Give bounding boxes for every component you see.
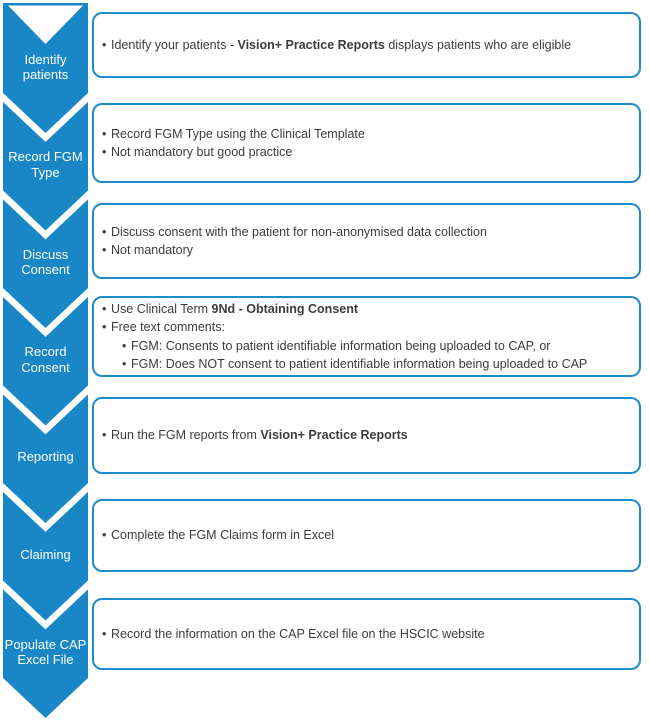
bullet-item: [102, 300, 623, 318]
bullet-item: [122, 337, 623, 355]
bullet-item: [102, 223, 623, 241]
bullet-item: [102, 125, 623, 143]
bullet-text: [111, 526, 623, 544]
bullet-dot: •: [102, 126, 107, 141]
bullet-item: [122, 355, 623, 373]
chevron-label-line: Type: [31, 164, 60, 180]
bullet-text: [131, 355, 623, 373]
bullet-dot: •: [122, 338, 127, 353]
bullet-text: [131, 337, 623, 355]
bullet-item: [102, 526, 623, 544]
bullet-dot: •: [102, 428, 107, 443]
chevron-label-line: Reporting: [17, 449, 74, 465]
chevron-label-line: Claiming: [20, 546, 71, 562]
bullet-dot: •: [102, 145, 107, 159]
bullet-text-segment: Record FGM Type using the Clinical Template: [111, 126, 365, 141]
chevron-label-line: Excel File: [17, 652, 74, 667]
bullet-text-segment: Free text comments:: [111, 320, 225, 335]
bullet-text-segment: FGM: Consents to patient identifiable information being uploaded to CAP, or: [131, 338, 551, 353]
step-box-4: [92, 296, 641, 377]
chevron-label-line: Identify: [24, 51, 67, 67]
bullet-dot: •: [102, 528, 107, 543]
bullet-text: [111, 300, 623, 318]
bullet-text: [111, 125, 623, 143]
step-box-5: [92, 397, 641, 474]
bullet-dot: •: [102, 224, 107, 239]
chevron-label-line: patients: [22, 67, 69, 82]
bullet-item: [102, 241, 623, 259]
bullet-item: [102, 36, 623, 54]
step-box-3: [92, 203, 641, 279]
bullet-text-segment: Use Clinical Term: [111, 302, 212, 317]
bullet-dot: •: [102, 37, 107, 52]
bullet-text: [111, 223, 623, 241]
bullet-text-segment: FGM: Does NOT consent to patient identifiable information being uploaded to CAP: [131, 356, 588, 371]
bullet-dot: •: [102, 320, 107, 335]
bullet-text: [111, 426, 623, 444]
step-box-7: [92, 598, 641, 670]
step-box-1: [92, 12, 641, 78]
bullet-dot: •: [122, 356, 127, 371]
bullet-dot: •: [102, 302, 107, 317]
chevron-label-line: Discuss: [22, 246, 69, 262]
bullet-dot: •: [102, 626, 107, 641]
chevron-label-line: Consent: [21, 359, 70, 375]
bullet-dot: •: [102, 243, 107, 257]
bullet-item: [102, 625, 623, 643]
bullet-text-segment: Not mandatory: [111, 243, 193, 257]
bullet-text-segment: Run the FGM reports from: [111, 428, 261, 443]
bullet-item: [102, 426, 623, 444]
step-box-6: [92, 499, 641, 572]
bullet-text-segment: Record the information on the CAP Excel file on the HSCIC website: [111, 626, 485, 641]
bullet-text-segment: Identify your patients -: [111, 37, 238, 52]
bullet-text-bold-segment: 9Nd - Obtaining Consent: [211, 302, 359, 317]
bullet-text: [111, 625, 623, 643]
bullet-text-segment: Not mandatory but good practice: [111, 145, 293, 159]
chevron-label-line: Record FGM: [8, 149, 83, 165]
bullet-text-bold-segment: Vision+ Practice Reports: [260, 428, 408, 443]
bullet-text: [111, 143, 623, 161]
step-box-2: [92, 103, 641, 183]
bullet-text: [111, 36, 623, 54]
chevron-label-line: Record: [24, 344, 67, 360]
chevron-label-line: Populate CAP: [4, 636, 87, 652]
bullet-text: [111, 318, 623, 336]
bullet-text-bold-segment: Vision+ Practice Reports: [237, 37, 385, 52]
bullet-item: [102, 318, 623, 336]
bullet-text-segment: Complete the FGM Claims form in Excel: [111, 528, 334, 543]
bullet-text: [111, 241, 623, 259]
chevron-flow: [0, 0, 95, 722]
chevron-label-line: Consent: [21, 262, 70, 277]
bullet-text-segment: displays patients who are eligible: [384, 37, 572, 52]
bullet-text-segment: Discuss consent with the patient for non-anonymised data collection: [111, 224, 487, 239]
bullet-item: [102, 143, 623, 161]
